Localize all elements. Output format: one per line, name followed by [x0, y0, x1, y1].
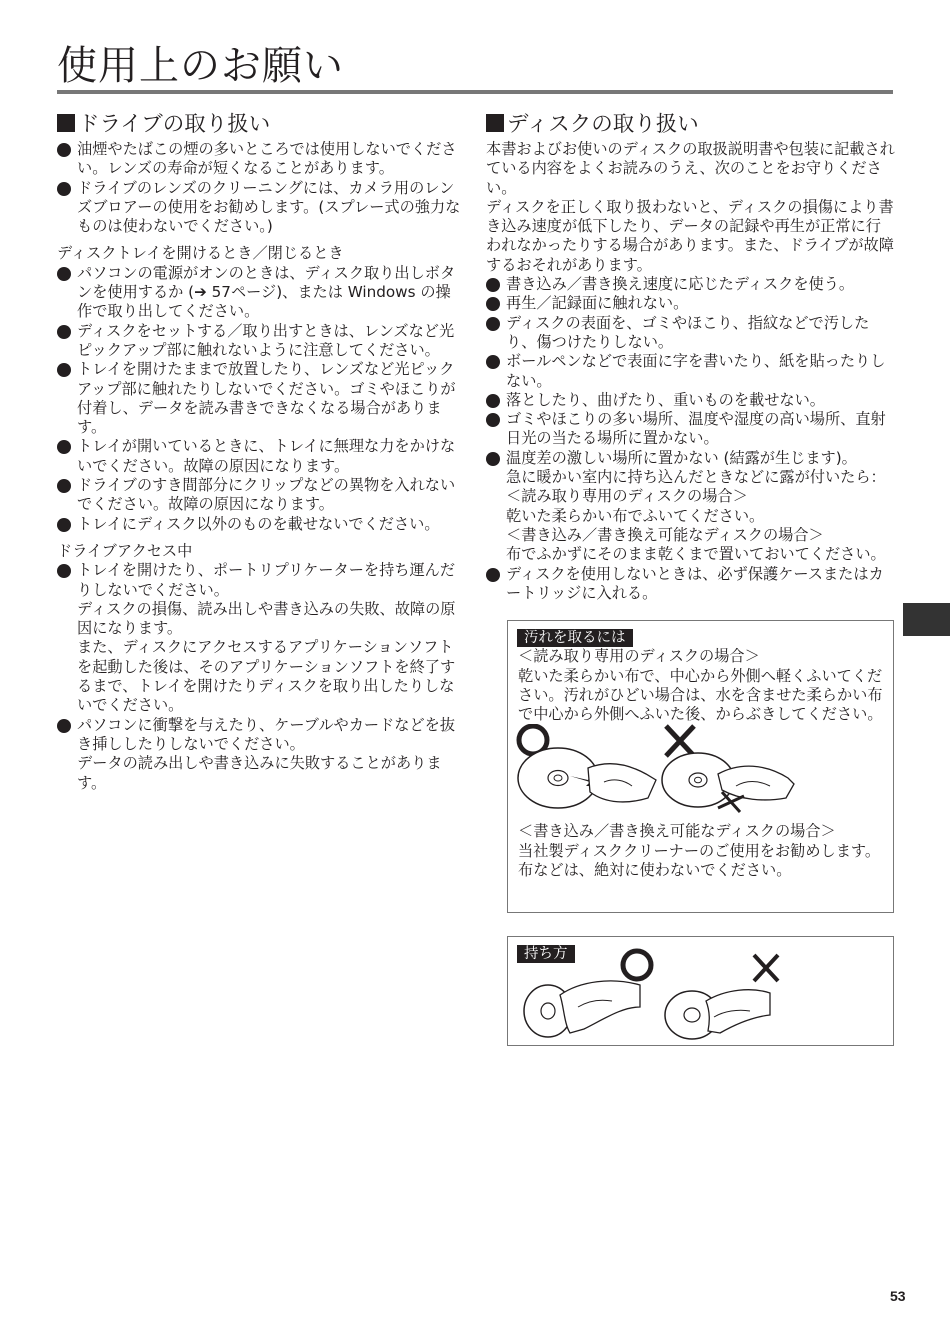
access-subheading: ドライブアクセス中 — [57, 541, 193, 560]
disc-care-list — [486, 275, 896, 603]
list-item: 書き込み／書き換え速度に応じたディスクを使う。 — [486, 275, 896, 294]
list-item: ディスクをセットする／取り出すときは、レンズなど光ピックアップ部に触れないように注意してください。 — [57, 322, 465, 361]
list-item: 温度差の激しい場所に置かない (結露が生じます)。 急に暖かい室内に持ち込んだときなどに露が付いたら： ＜読み取り専用のディスクの場合＞ 乾いた柔らかい布でふいてください。 ＜書き込み／書き換え可能なディスクの場合＞ 布でふかずにそのまま乾くまで置いておいてください。 — [486, 449, 896, 565]
correct-mark-icon — [623, 951, 651, 979]
bullet-icon — [486, 278, 500, 292]
cleaning-rw-text: ＜書き込み／書き換え可能なディスクの場合＞ 当社製ディスククリーナーのご使用をお勧めします。布などは、絶対に使わないでください。 — [518, 822, 881, 880]
chapter-index-tab — [903, 603, 950, 636]
holding-illustration — [508, 937, 893, 1043]
drive-handling-heading: ドライブの取り扱い — [57, 112, 465, 138]
list-item: 落としたり、曲げたり、重いものを載せない。 — [486, 391, 896, 410]
drive-care-list — [57, 140, 465, 236]
bullet-icon — [57, 267, 71, 281]
tray-subheading: ディスクトレイを開けるとき／閉じるとき — [57, 244, 344, 263]
intro-paragraph: ディスクを正しく取り扱わないと、ディスクの損傷により書き込み速度が低下したり、データの記録や再生が正常に行われなかったりする場合があります。また、ドライブが故障するおそれがあります。 — [486, 197, 894, 274]
incorrect-mark-icon — [754, 955, 778, 981]
cleaning-label: 汚れを取るには — [517, 629, 633, 647]
bullet-icon — [57, 518, 71, 532]
page-title: 使用上のお願い — [57, 43, 344, 89]
bullet-icon — [486, 394, 500, 408]
list-item: 再生／記録面に触れない。 — [486, 294, 896, 313]
list-item: トレイを開けたり、ポートリプリケーターを持ち運んだりしないでください。 ディスクの損傷、読み出しや書き込みの失敗、故障の原因になります。 また、ディスクにアクセスするアプリケーションソフトを起動した後は、そのアプリケーションソフトを終了するまで、トレイを開けたりディスクを取り出したりしないでください。 — [57, 561, 465, 715]
list-item: ディスクを使用しないときは、必ず保護ケースまたはカートリッジに入れる。 — [486, 565, 896, 604]
disc-handling-section — [486, 112, 896, 603]
square-bullet-icon — [57, 114, 75, 132]
intro-paragraph: 本書およびお使いのディスクの取扱説明書や包装に記載されている内容をよくお読みのうえ、次のことをお守りください。 — [486, 140, 895, 197]
cleaning-info-box — [507, 620, 894, 913]
bullet-icon — [486, 297, 500, 311]
holding-info-box — [507, 936, 894, 1046]
list-item: トレイが開いているときに、トレイに無理な力をかけないでください。故障の原因になります。 — [57, 437, 465, 476]
list-item: パソコンの電源がオンのときは、ディスク取り出しボタンを使用するか (➔ 57ページ)、または Windows の操作で取り出してください。 — [57, 264, 465, 322]
bullet-icon — [57, 325, 71, 339]
bullet-icon — [57, 182, 71, 196]
bullet-icon — [486, 452, 500, 466]
list-item: トレイにディスク以外のものを載せないでください。 — [57, 515, 465, 534]
list-item: 油煙やたばこの煙の多いところでは使用しないでください。レンズの寿命が短くなることがあります。 — [57, 140, 465, 179]
list-item: ドライブのすき間部分にクリップなどの異物を入れないでください。故障の原因になります。 — [57, 476, 465, 515]
bullet-icon — [486, 413, 500, 427]
bullet-icon — [57, 363, 71, 377]
bullet-icon — [57, 479, 71, 493]
list-item: ディスクの表面を、ゴミやほこり、指紋などで汚したり、傷つけたりしない。 — [486, 314, 896, 353]
bullet-icon — [486, 568, 500, 582]
page-number: 53 — [890, 1288, 906, 1304]
list-item: トレイを開けたままで放置したり、レンズなど光ピックアップ部に触れたりしないでください。ゴミやほこりが付着し、データを読み書きできなくなる場合があります。 — [57, 360, 465, 437]
incorrect-mark-icon — [666, 726, 694, 756]
access-list — [57, 561, 465, 793]
list-item: ドライブのレンズのクリーニングには、カメラ用のレンズブロアーの使用をお勧めします。(スプレー式の強力なものは使わないでください。) — [57, 179, 465, 237]
list-item: ゴミやほこりの多い場所、温度や湿度の高い場所、直射日光の当たる場所に置かない。 — [486, 410, 896, 449]
bullet-icon — [57, 143, 71, 157]
bullet-icon — [57, 564, 71, 578]
hold-by-edge-disc-icon — [524, 981, 640, 1037]
wipe-outward-disc-icon — [518, 748, 656, 808]
bullet-icon — [486, 355, 500, 369]
bullet-icon — [486, 317, 500, 331]
list-item: ボールペンなどで表面に字を書いたり、紙を貼ったりしない。 — [486, 352, 896, 391]
title-divider — [57, 90, 893, 94]
bullet-icon — [57, 440, 71, 454]
holding-label: 持ち方 — [517, 945, 575, 963]
bullet-icon — [57, 719, 71, 733]
wiping-illustration — [508, 724, 893, 822]
wipe-circular-disc-icon — [662, 753, 794, 812]
drive-handling-section — [57, 112, 465, 793]
disc-handling-heading: ディスクの取り扱い — [486, 112, 896, 138]
list-item: パソコンに衝撃を与えたり、ケーブルやカードなどを抜き挿ししたりしないでください。 データの読み出しや書き込みに失敗することがあります。 — [57, 716, 465, 793]
square-bullet-icon — [486, 114, 504, 132]
hold-by-surface-disc-icon — [665, 990, 770, 1039]
tray-list — [57, 264, 465, 534]
cleaning-text: ＜読み取り専用のディスクの場合＞ 乾いた柔らかい布で、中心から外側へ軽くふいてください。汚れがひどい場合は、水を含ませた柔らかい布で中心から外側へふいた後、からぶきしてください。 — [518, 647, 883, 724]
